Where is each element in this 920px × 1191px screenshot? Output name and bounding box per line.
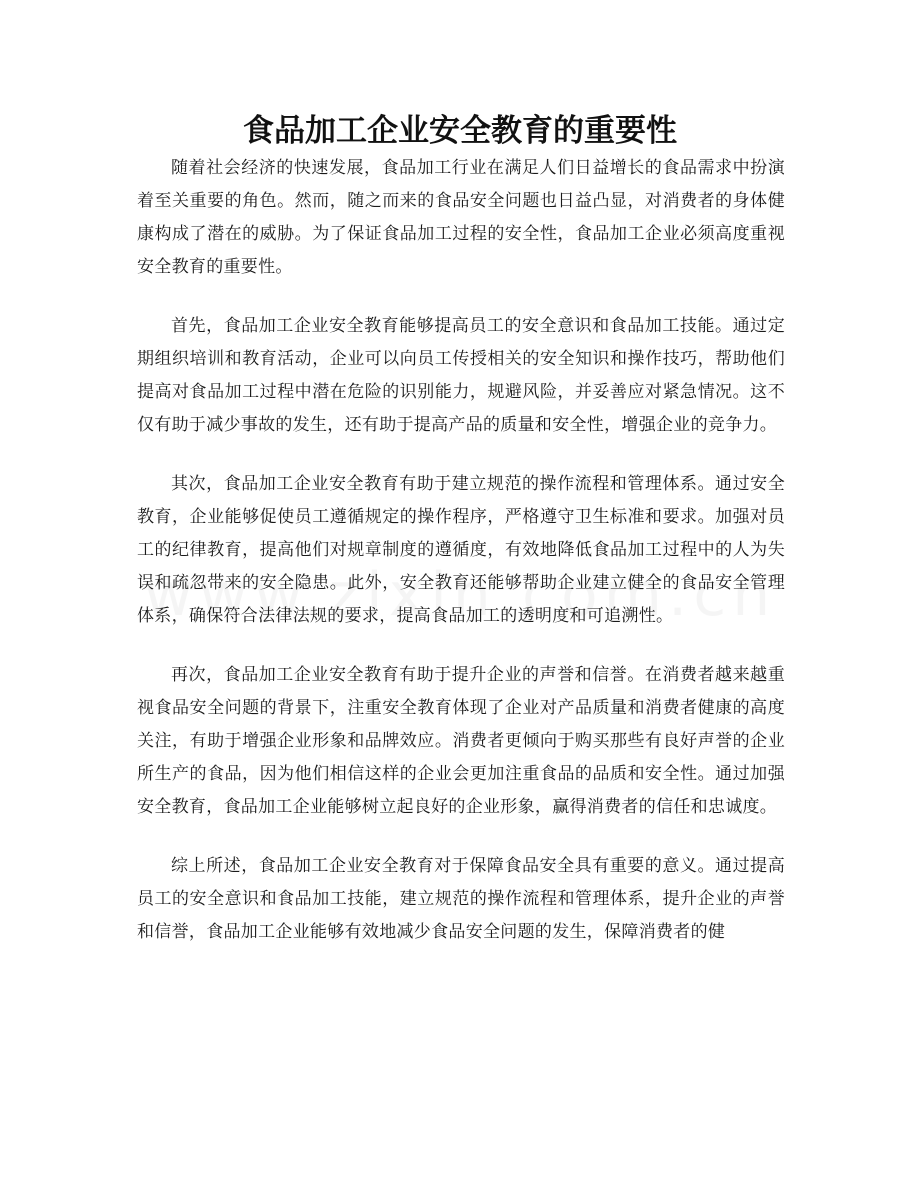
paragraph-first: 首先，食品加工企业安全教育能够提高员工的安全意识和食品加工技能。通过定期组织培训和教育活动，企业可以向员工传授相关的安全知识和操作技巧，帮助他们提高对食品加工过程中潜在危险的识别能力，规避风险，并妥善应对紧急情况。这不仅有助于减少事故的发生，还有助于提高产品的质量和安全性，增强企业的竞争力。 [137, 316, 785, 435]
paragraph-intro: 随着社会经济的快速发展，食品加工行业在满足人们日益增长的食品需求中扮演着至关重要的角色。然而，随之而来的食品安全问题也日益凸显，对消费者的身体健康构成了潜在的威胁。为了保证食品加工过程的安全性，食品加工企业必须高度重视安全教育的重要性。 [137, 158, 785, 277]
document-body [137, 152, 785, 975]
paragraph-third: 再次，食品加工企业安全教育有助于提升企业的声誉和信誉。在消费者越来越重视食品安全问题的背景下，注重安全教育体现了企业对产品质量和消费者健康的高度关注，有助于增强企业形象和品牌效应。消费者更倾向于购买那些有良好声誉的企业所生产的食品，因为他们相信这样的企业会更加注重食品的品质和安全性。通过加强安全教育，食品加工企业能够树立起良好的企业形象，赢得消费者的信任和忠诚度。 [137, 665, 785, 817]
paragraph-second: 其次，食品加工企业安全教育有助于建立规范的操作流程和管理体系。通过安全教育，企业能够促使员工遵循规定的操作程序，严格遵守卫生标准和要求。加强对员工的纪律教育，提高他们对规章制度的遵循度，有效地降低食品加工过程中的人为失误和疏忽带来的安全隐患。此外，安全教育还能够帮助企业建立健全的食品安全管理体系，确保符合法律法规的要求，提高食品加工的透明度和可追溯性。 [137, 474, 785, 626]
document-title: 食品加工企业安全教育的重要性 [243, 113, 677, 149]
paragraph-conclusion: 综上所述，食品加工企业安全教育对于保障食品安全具有重要的意义。通过提高员工的安全意识和食品加工技能，建立规范的操作流程和管理体系，提升企业的声誉和信誉，食品加工企业能够有效地减少食品安全问题的发生，保障消费者的健 [137, 856, 785, 942]
